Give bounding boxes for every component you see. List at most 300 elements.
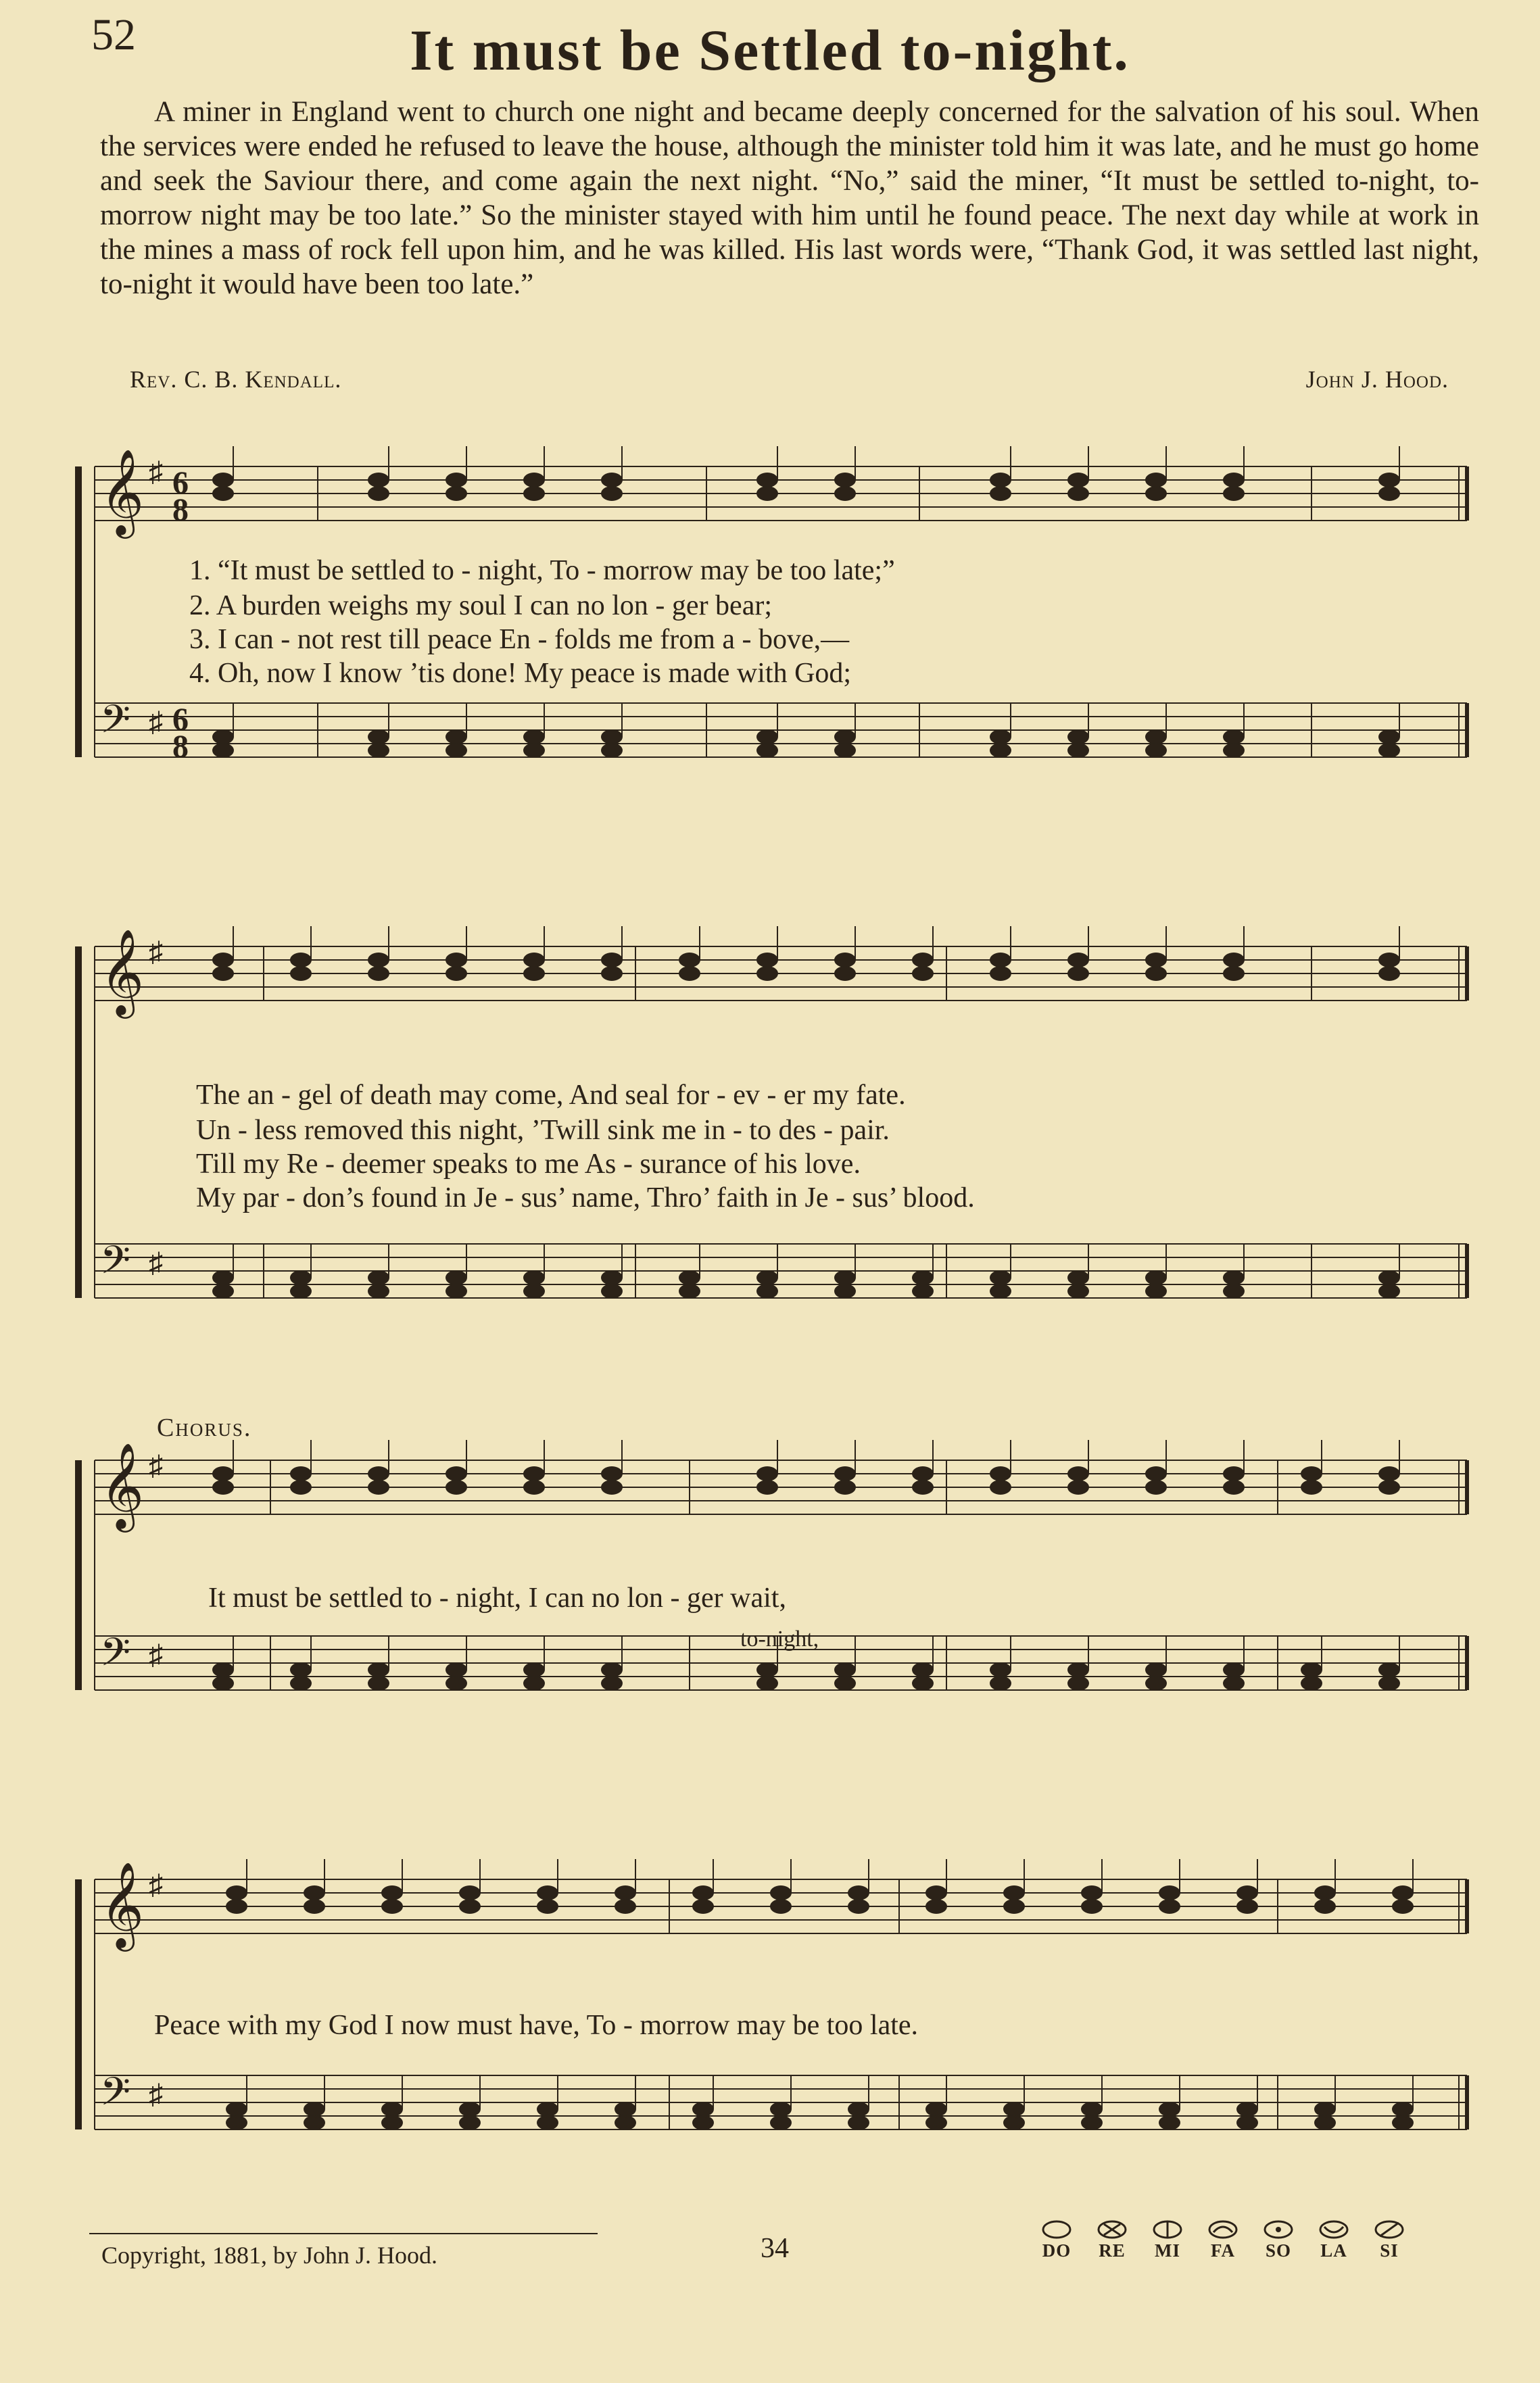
note-head xyxy=(446,953,467,967)
shape-note-icon xyxy=(1040,2219,1073,2240)
note-head xyxy=(601,966,623,981)
note-head xyxy=(990,1270,1011,1285)
note-head xyxy=(990,1676,1011,1691)
note-head xyxy=(615,1885,636,1900)
treble-clef: 𝄞 xyxy=(100,1864,145,1946)
note-head xyxy=(848,1899,869,1914)
note-head xyxy=(290,966,312,981)
note-head xyxy=(226,1899,247,1914)
note-head xyxy=(226,2102,247,2117)
note-head xyxy=(1067,966,1089,981)
note-head xyxy=(1223,1676,1245,1691)
note-head xyxy=(1067,953,1089,967)
note-head xyxy=(990,486,1011,501)
note-head xyxy=(381,2115,403,2130)
key-sharp: ♯ xyxy=(149,1870,163,1901)
note-head xyxy=(1378,486,1400,501)
note-head xyxy=(756,743,778,758)
note-head xyxy=(912,953,934,967)
note-head xyxy=(446,1466,467,1481)
note-head xyxy=(756,1676,778,1691)
note-head xyxy=(756,1480,778,1495)
key-sharp: ♯ xyxy=(149,2079,163,2111)
note-head xyxy=(1081,1899,1103,1914)
note-head xyxy=(912,1662,934,1677)
note-head xyxy=(1159,1899,1180,1914)
note-head xyxy=(446,729,467,744)
note-head xyxy=(1301,1662,1322,1677)
note-head xyxy=(290,1662,312,1677)
note-head xyxy=(834,729,856,744)
note-head xyxy=(212,1466,234,1481)
note-head xyxy=(1314,1885,1336,1900)
note-head xyxy=(290,1284,312,1299)
note-head xyxy=(756,953,778,967)
note-head xyxy=(1145,1662,1167,1677)
note-head xyxy=(756,473,778,487)
note-head xyxy=(1145,1270,1167,1285)
note-head xyxy=(601,729,623,744)
note-head xyxy=(912,1466,934,1481)
note-head xyxy=(1159,2115,1180,2130)
bass-echo: to-night, xyxy=(740,1627,819,1652)
note-head xyxy=(446,1676,467,1691)
note-head xyxy=(756,1284,778,1299)
note-head xyxy=(368,1466,389,1481)
note-head xyxy=(1392,1885,1414,1900)
note-head xyxy=(1236,1885,1258,1900)
note-head xyxy=(912,966,934,981)
note-head xyxy=(1081,1885,1103,1900)
note-head xyxy=(459,2115,481,2130)
note-head xyxy=(615,2115,636,2130)
bass-clef: 𝄢 xyxy=(100,699,131,751)
solfa-syllable: FA xyxy=(1211,2240,1235,2261)
bass-clef: 𝄢 xyxy=(100,1240,131,1292)
note-head xyxy=(1314,1899,1336,1914)
solfa-syllable: DO xyxy=(1042,2240,1072,2261)
note-head xyxy=(523,486,545,501)
treble-clef: 𝄞 xyxy=(100,931,145,1013)
shape-outline xyxy=(1043,2221,1070,2238)
note-head xyxy=(1067,1480,1089,1495)
shape-note-icon xyxy=(1262,2219,1295,2240)
time-sig-top: 6 xyxy=(172,702,189,738)
note-head xyxy=(990,1466,1011,1481)
note-head xyxy=(1067,729,1089,744)
note-head xyxy=(770,1899,792,1914)
note-head xyxy=(601,486,623,501)
note-head xyxy=(304,2102,325,2117)
chorus-label: Chorus. xyxy=(157,1414,252,1442)
note-head xyxy=(848,2115,869,2130)
note-head xyxy=(834,1284,856,1299)
note-head xyxy=(601,1662,623,1677)
note-head xyxy=(1067,1466,1089,1481)
note-head xyxy=(523,473,545,487)
note-head xyxy=(459,1885,481,1900)
shape-note-do xyxy=(1029,2219,1084,2261)
key-sharp: ♯ xyxy=(149,1640,163,1671)
note-head xyxy=(1159,1885,1180,1900)
key-sharp: ♯ xyxy=(149,707,163,738)
note-head xyxy=(446,1480,467,1495)
note-head xyxy=(601,1676,623,1691)
note-head xyxy=(212,743,234,758)
verse-1-line-1: 1. “It must be settled to - night, To - morrow may be too late;” xyxy=(189,555,895,586)
note-head xyxy=(601,743,623,758)
note-head xyxy=(1223,486,1245,501)
note-head xyxy=(679,966,700,981)
note-head xyxy=(756,729,778,744)
chorus-line-2: Peace with my God I now must have, To - morrow may be too late. xyxy=(154,2010,919,2041)
note-head xyxy=(381,2102,403,2117)
note-head xyxy=(368,1270,389,1285)
shape-note-so xyxy=(1251,2219,1306,2261)
note-head xyxy=(912,1284,934,1299)
note-head xyxy=(770,1885,792,1900)
note-head xyxy=(1236,2115,1258,2130)
verse-2-line-2: Un - less removed this night, ’Twill sink me in - to des - pair. xyxy=(196,1115,890,1146)
note-head xyxy=(1378,1270,1400,1285)
note-head xyxy=(770,2102,792,2117)
note-head xyxy=(226,1885,247,1900)
music-system-2 xyxy=(74,892,1481,1352)
note-head xyxy=(925,2115,947,2130)
note-head xyxy=(834,1662,856,1677)
footer-rule xyxy=(89,2233,598,2234)
note-head xyxy=(756,966,778,981)
note-head xyxy=(692,2115,714,2130)
note-head xyxy=(290,1270,312,1285)
note-head xyxy=(601,1284,623,1299)
music-system-4 xyxy=(74,1866,1481,2204)
note-head xyxy=(1067,473,1089,487)
note-head xyxy=(368,729,389,744)
note-head xyxy=(990,743,1011,758)
note-head xyxy=(212,1676,234,1691)
shape-outline xyxy=(1209,2221,1236,2238)
page-number: 52 xyxy=(91,10,136,59)
note-head xyxy=(537,1899,558,1914)
treble-clef: 𝄞 xyxy=(100,451,145,533)
solfa-syllable: MI xyxy=(1155,2240,1180,2261)
treble-clef: 𝄞 xyxy=(100,1445,145,1527)
key-sharp: ♯ xyxy=(149,1248,163,1279)
note-head xyxy=(1301,1676,1322,1691)
note-head xyxy=(692,1899,714,1914)
note-head xyxy=(990,953,1011,967)
note-head xyxy=(1145,473,1167,487)
note-head xyxy=(990,1480,1011,1495)
note-head xyxy=(537,2102,558,2117)
shape-note-si xyxy=(1362,2219,1417,2261)
note-head xyxy=(446,743,467,758)
note-head xyxy=(756,1662,778,1677)
note-head xyxy=(1067,1676,1089,1691)
note-head xyxy=(212,729,234,744)
note-head xyxy=(304,1885,325,1900)
note-head xyxy=(446,473,467,487)
bass-clef: 𝄢 xyxy=(100,1632,131,1684)
solfa-syllable: SI xyxy=(1380,2240,1399,2261)
note-head xyxy=(1067,1284,1089,1299)
note-head xyxy=(1301,1466,1322,1481)
note-head xyxy=(459,1899,481,1914)
note-head xyxy=(212,1284,234,1299)
solfa-syllable: SO xyxy=(1265,2240,1292,2261)
shape-note-key xyxy=(1029,2219,1417,2261)
shape-mark xyxy=(1380,2223,1399,2236)
note-head xyxy=(446,1662,467,1677)
note-head xyxy=(212,1480,234,1495)
note-head xyxy=(368,743,389,758)
note-head xyxy=(834,486,856,501)
note-head xyxy=(834,473,856,487)
note-head xyxy=(226,2115,247,2130)
note-head xyxy=(446,1270,467,1285)
note-head xyxy=(1003,1899,1025,1914)
note-head xyxy=(1378,953,1400,967)
note-head xyxy=(1223,729,1245,744)
note-head xyxy=(290,953,312,967)
note-head xyxy=(692,1885,714,1900)
note-head xyxy=(1067,486,1089,501)
note-head xyxy=(912,1270,934,1285)
note-head xyxy=(1392,2102,1414,2117)
shape-note-la xyxy=(1306,2219,1362,2261)
note-head xyxy=(212,966,234,981)
note-head xyxy=(848,2102,869,2117)
note-head xyxy=(304,1899,325,1914)
note-head xyxy=(1145,966,1167,981)
note-head xyxy=(537,1885,558,1900)
lyricist-credit: Rev. C. B. Kendall. xyxy=(130,366,342,393)
note-head xyxy=(368,1676,389,1691)
note-head xyxy=(523,1284,545,1299)
shape-mark xyxy=(1324,2227,1343,2232)
note-head xyxy=(1145,1284,1167,1299)
note-head xyxy=(925,2102,947,2117)
note-head xyxy=(523,953,545,967)
note-head xyxy=(523,1466,545,1481)
verse-4-line-1: 4. Oh, now I know ’tis done! My peace is made with God; xyxy=(189,658,852,689)
note-head xyxy=(290,1676,312,1691)
note-head xyxy=(1223,1284,1245,1299)
note-head xyxy=(1081,2115,1103,2130)
note-head xyxy=(1223,1466,1245,1481)
note-head xyxy=(1378,743,1400,758)
note-head xyxy=(925,1899,947,1914)
note-head xyxy=(212,486,234,501)
note-head xyxy=(368,966,389,981)
note-head xyxy=(834,953,856,967)
note-head xyxy=(523,743,545,758)
note-head xyxy=(368,953,389,967)
note-head xyxy=(523,1676,545,1691)
shape-outline xyxy=(1320,2221,1347,2238)
verse-3-line-2: Till my Re - deemer speaks to me As - surance of his love. xyxy=(196,1149,861,1180)
note-head xyxy=(1223,1270,1245,1285)
note-head xyxy=(368,1284,389,1299)
note-head xyxy=(1236,2102,1258,2117)
copyright: Copyright, 1881, by John J. Hood. xyxy=(101,2242,438,2269)
shape-mark xyxy=(1276,2227,1281,2232)
note-head xyxy=(1392,1899,1414,1914)
intro-paragraph: A miner in England went to church one night and became deeply concerned for the salvation of his soul. When the services were ended he refused to leave the house, although the minister told him it was late, and he must go home and seek the Saviour there, and come again the next night. “No,” said the miner, “It must be settled to-night, to-morrow night may be too late.” So the minister stayed with him until he found peace. The next day while at work in the mines a mass of rock fell upon him, and he was killed. His last words were, “Thank God, it was settled last night, to-night it would have been too late.” xyxy=(100,96,1479,300)
note-head xyxy=(368,1662,389,1677)
time-sig-bottom: 8 xyxy=(172,492,189,528)
note-head xyxy=(756,1466,778,1481)
footer-page-number: 34 xyxy=(761,2233,789,2264)
note-head xyxy=(1236,1899,1258,1914)
note-head xyxy=(1314,2102,1336,2117)
note-head xyxy=(601,1466,623,1481)
verse-3-line-1: 3. I can - not rest till peace En - folds me from a - bove,— xyxy=(189,624,850,655)
note-head xyxy=(212,1662,234,1677)
shape-note-icon xyxy=(1151,2219,1184,2240)
note-head xyxy=(770,2115,792,2130)
verse-4-line-2: My par - don’s found in Je - sus’ name, Thro’ faith in Je - sus’ blood. xyxy=(196,1182,975,1213)
note-head xyxy=(1003,2115,1025,2130)
note-head xyxy=(1067,1662,1089,1677)
note-head xyxy=(1223,953,1245,967)
note-head xyxy=(1067,1270,1089,1285)
time-sig-bottom: 8 xyxy=(172,729,189,765)
note-head xyxy=(1223,1480,1245,1495)
note-head xyxy=(1145,1466,1167,1481)
note-head xyxy=(446,486,467,501)
note-head xyxy=(523,729,545,744)
note-head xyxy=(212,473,234,487)
note-head xyxy=(459,2102,481,2117)
note-head xyxy=(1145,1480,1167,1495)
note-head xyxy=(1378,1662,1400,1677)
note-head xyxy=(212,953,234,967)
note-head xyxy=(601,1480,623,1495)
note-head xyxy=(834,1466,856,1481)
note-head xyxy=(990,729,1011,744)
note-head xyxy=(381,1899,403,1914)
note-head xyxy=(679,1284,700,1299)
key-sharp: ♯ xyxy=(149,457,163,488)
note-head xyxy=(834,1480,856,1495)
note-head xyxy=(1223,743,1245,758)
note-head xyxy=(1067,743,1089,758)
note-head xyxy=(834,1676,856,1691)
note-head xyxy=(1159,2102,1180,2117)
composer-credit: John J. Hood. xyxy=(1305,366,1449,393)
shape-note-icon xyxy=(1096,2219,1128,2240)
note-head xyxy=(1223,966,1245,981)
bass-clef: 𝄢 xyxy=(100,2071,131,2123)
note-head xyxy=(1223,473,1245,487)
note-head xyxy=(290,1480,312,1495)
note-head xyxy=(601,473,623,487)
note-head xyxy=(912,1676,934,1691)
shape-note-icon xyxy=(1318,2219,1350,2240)
note-head xyxy=(679,953,700,967)
shape-note-fa xyxy=(1195,2219,1251,2261)
note-head xyxy=(1378,729,1400,744)
note-head xyxy=(368,473,389,487)
note-head xyxy=(692,2102,714,2117)
note-head xyxy=(925,1885,947,1900)
music-system-1 xyxy=(74,406,1481,832)
note-head xyxy=(1378,1284,1400,1299)
note-head xyxy=(1003,1885,1025,1900)
note-head xyxy=(1378,1480,1400,1495)
note-head xyxy=(912,1480,934,1495)
note-head xyxy=(1145,953,1167,967)
note-head xyxy=(756,1270,778,1285)
solfa-syllable: RE xyxy=(1099,2240,1126,2261)
note-head xyxy=(679,1270,700,1285)
note-head xyxy=(601,1270,623,1285)
hymn-title: It must be Settled to-night. xyxy=(410,18,1130,82)
staff-lines xyxy=(74,1447,1481,1785)
note-head xyxy=(1378,966,1400,981)
note-head xyxy=(834,966,856,981)
note-head xyxy=(1145,486,1167,501)
note-head xyxy=(1392,2115,1414,2130)
note-head xyxy=(304,2115,325,2130)
note-head xyxy=(1081,2102,1103,2117)
note-head xyxy=(523,1662,545,1677)
note-head xyxy=(615,1899,636,1914)
note-head xyxy=(1145,1676,1167,1691)
note-head xyxy=(601,953,623,967)
note-head xyxy=(990,966,1011,981)
chorus-line-1: It must be settled to - night, I can no lon - ger wait, xyxy=(208,1583,786,1614)
music-system-3 xyxy=(74,1447,1481,1785)
note-head xyxy=(1378,473,1400,487)
note-head xyxy=(1378,1676,1400,1691)
note-head xyxy=(523,966,545,981)
note-head xyxy=(1378,1466,1400,1481)
verse-1-line-2: The an - gel of death may come, And seal for - ev - er my fate. xyxy=(196,1080,906,1111)
note-head xyxy=(1145,743,1167,758)
note-head xyxy=(1314,2115,1336,2130)
time-sig-top: 6 xyxy=(172,465,189,501)
note-head xyxy=(523,1480,545,1495)
shape-note-mi xyxy=(1140,2219,1195,2261)
note-head xyxy=(834,1270,856,1285)
verse-2-line-1: 2. A burden weighs my soul I can no lon - ger bear; xyxy=(189,590,772,621)
key-sharp: ♯ xyxy=(149,937,163,968)
note-head xyxy=(1145,729,1167,744)
shape-note-re xyxy=(1084,2219,1140,2261)
note-head xyxy=(1003,2102,1025,2117)
note-head xyxy=(381,1885,403,1900)
note-head xyxy=(756,486,778,501)
note-head xyxy=(990,473,1011,487)
note-head xyxy=(848,1885,869,1900)
key-sharp: ♯ xyxy=(149,1451,163,1482)
note-head xyxy=(368,486,389,501)
note-head xyxy=(212,1270,234,1285)
note-head xyxy=(1301,1480,1322,1495)
note-head xyxy=(990,1662,1011,1677)
note-head xyxy=(1223,1662,1245,1677)
note-head xyxy=(523,1270,545,1285)
note-head xyxy=(290,1466,312,1481)
note-head xyxy=(990,1284,1011,1299)
solfa-syllable: LA xyxy=(1320,2240,1347,2261)
note-head xyxy=(537,2115,558,2130)
shape-note-icon xyxy=(1373,2219,1405,2240)
note-head xyxy=(446,966,467,981)
